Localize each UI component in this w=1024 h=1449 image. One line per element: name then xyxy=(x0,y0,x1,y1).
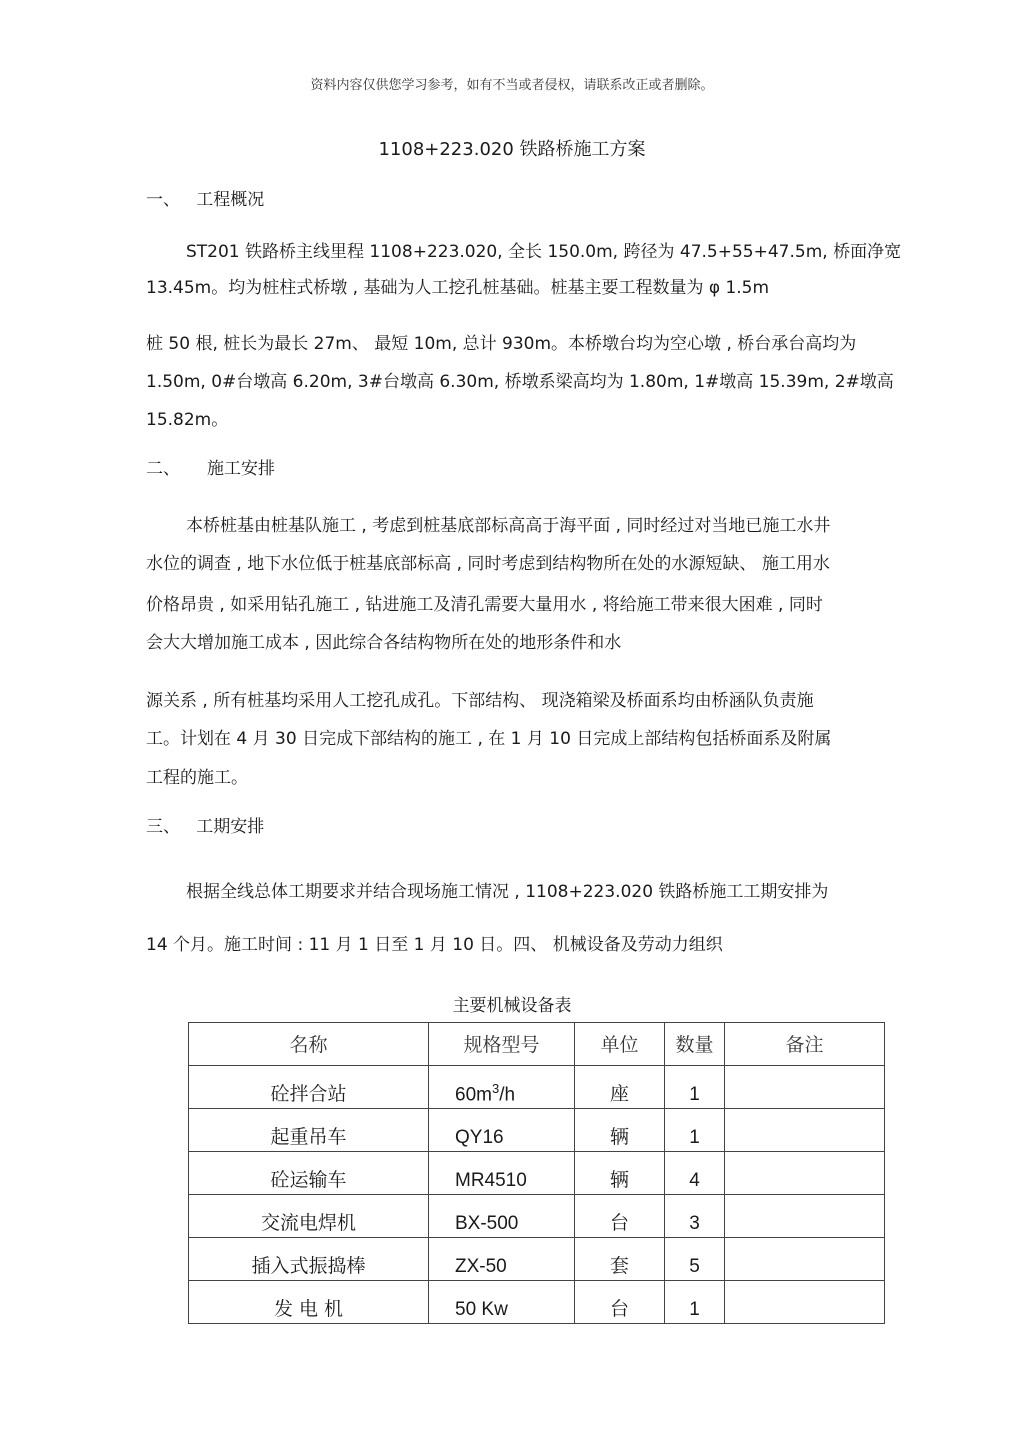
paragraph-line: 本桥桩基由桩基队施工 , 考虑到桩基底部标高高于海平面 , 同时经过对当地已施工水井 xyxy=(186,516,831,536)
table-row xyxy=(189,1152,885,1195)
spec-superscript: 3 xyxy=(491,1080,500,1096)
section-heading-arrangement: 二、 施工安排 xyxy=(146,459,276,479)
equipment-table xyxy=(188,1022,885,1324)
cell-name: 起重吊车 xyxy=(189,1109,429,1152)
spec-base: 60m xyxy=(455,1084,492,1105)
paragraph-line: 工。计划在 4 月 30 日完成下部结构的施工 , 在 1 月 10 日完成上部结构包括桥面系及附属 xyxy=(146,729,832,749)
paragraph-line: 桩 50 根, 桩长为最长 27m、 最短 10m, 总计 930m。本桥墩台均为空心墩 , 桥台承台高均为 xyxy=(146,334,857,354)
cell-name: 砼运输车 xyxy=(189,1152,429,1195)
cell-note xyxy=(725,1109,885,1152)
table-row xyxy=(189,1238,885,1281)
section-heading-schedule: 三、 工期安排 xyxy=(146,817,265,837)
table-row xyxy=(189,1281,885,1324)
cell-quantity: 1 xyxy=(665,1066,725,1109)
cell-unit: 台 xyxy=(575,1281,665,1324)
cell-quantity: 3 xyxy=(665,1195,725,1238)
cell-unit: 座 xyxy=(575,1066,665,1109)
paragraph-line: ST201 铁路桥主线里程 1108+223.020, 全长 150.0m, 跨径为 47.5+55+47.5m, 桥面净宽 xyxy=(186,242,902,262)
cell-quantity: 4 xyxy=(665,1152,725,1195)
table-row xyxy=(189,1109,885,1152)
cell-name: 发 电 机 xyxy=(189,1281,429,1324)
cell-note xyxy=(725,1152,885,1195)
header-unit: 单位 xyxy=(575,1023,665,1066)
header-spec: 规格型号 xyxy=(429,1023,575,1066)
cell-spec xyxy=(429,1066,575,1109)
cell-name: 交流电焊机 xyxy=(189,1195,429,1238)
cell-spec: 50 Kw xyxy=(429,1281,575,1324)
header-quantity: 数量 xyxy=(665,1023,725,1066)
cell-spec: BX-500 xyxy=(429,1195,575,1238)
cell-unit: 台 xyxy=(575,1195,665,1238)
cell-quantity: 1 xyxy=(665,1281,725,1324)
cell-name: 插入式振捣棒 xyxy=(189,1238,429,1281)
paragraph-line: 工程的施工。 xyxy=(146,768,248,788)
cell-note xyxy=(725,1195,885,1238)
table-row xyxy=(189,1195,885,1238)
cell-quantity: 1 xyxy=(665,1109,725,1152)
copyright-notice: 资料内容仅供您学习参考，如有不当或者侵权，请联系改正或者删除。 xyxy=(310,78,714,93)
paragraph-line: 会大大增加施工成本 , 因此综合各结构物所在处的地形条件和水 xyxy=(146,633,622,653)
cell-note xyxy=(725,1281,885,1324)
paragraph-line: 根据全线总体工期要求并结合现场施工情况 , 1108+223.020 铁路桥施工工期安排为 xyxy=(186,882,829,902)
document-title: 1108+223.020 铁路桥施工方案 xyxy=(378,139,646,160)
cell-spec: ZX-50 xyxy=(429,1238,575,1281)
cell-note xyxy=(725,1238,885,1281)
paragraph-line: 源关系 , 所有桩基均采用人工挖孔成孔。下部结构、 现浇箱梁及桥面系均由桥涵队负责施 xyxy=(146,691,814,711)
header-name: 名称 xyxy=(189,1023,429,1066)
header-note: 备注 xyxy=(725,1023,885,1066)
cell-spec: QY16 xyxy=(429,1109,575,1152)
cell-quantity: 5 xyxy=(665,1238,725,1281)
cell-name: 砼拌合站 xyxy=(189,1066,429,1109)
table-row xyxy=(189,1066,885,1109)
cell-unit: 辆 xyxy=(575,1109,665,1152)
cell-note xyxy=(725,1066,885,1109)
table-caption: 主要机械设备表 xyxy=(452,996,572,1016)
spec-tail: /h xyxy=(499,1084,516,1105)
paragraph-line: 水位的调查 , 地下水位低于桩基底部标高 , 同时考虑到结构物所在处的水源短缺、 施工用水 xyxy=(146,554,830,574)
paragraph-line: 15.82m。 xyxy=(146,410,229,430)
paragraph-line: 13.45m。均为桩柱式桥墩 , 基础为人工挖孔桩基础。桩基主要工程数量为 φ 1.5m xyxy=(146,278,770,298)
section-heading-overview: 一、 工程概况 xyxy=(146,190,265,210)
cell-unit: 套 xyxy=(575,1238,665,1281)
cell-unit: 辆 xyxy=(575,1152,665,1195)
paragraph-line: 1.50m, 0#台墩高 6.20m, 3#台墩高 6.30m, 桥墩系梁高均为 1.80m, 1#墩高 15.39m, 2#墩高 xyxy=(146,372,894,392)
paragraph-line: 价格昂贵 , 如采用钻孔施工 , 钻进施工及清孔需要大量用水 , 将给施工带来很大困难 , 同时 xyxy=(146,595,823,615)
cell-spec: MR4510 xyxy=(429,1152,575,1195)
table-header-row xyxy=(189,1023,885,1066)
paragraph-line: 14 个月。施工时间 : 11 月 1 日至 1 月 10 日。四、 机械设备及劳动力组织 xyxy=(146,935,723,955)
